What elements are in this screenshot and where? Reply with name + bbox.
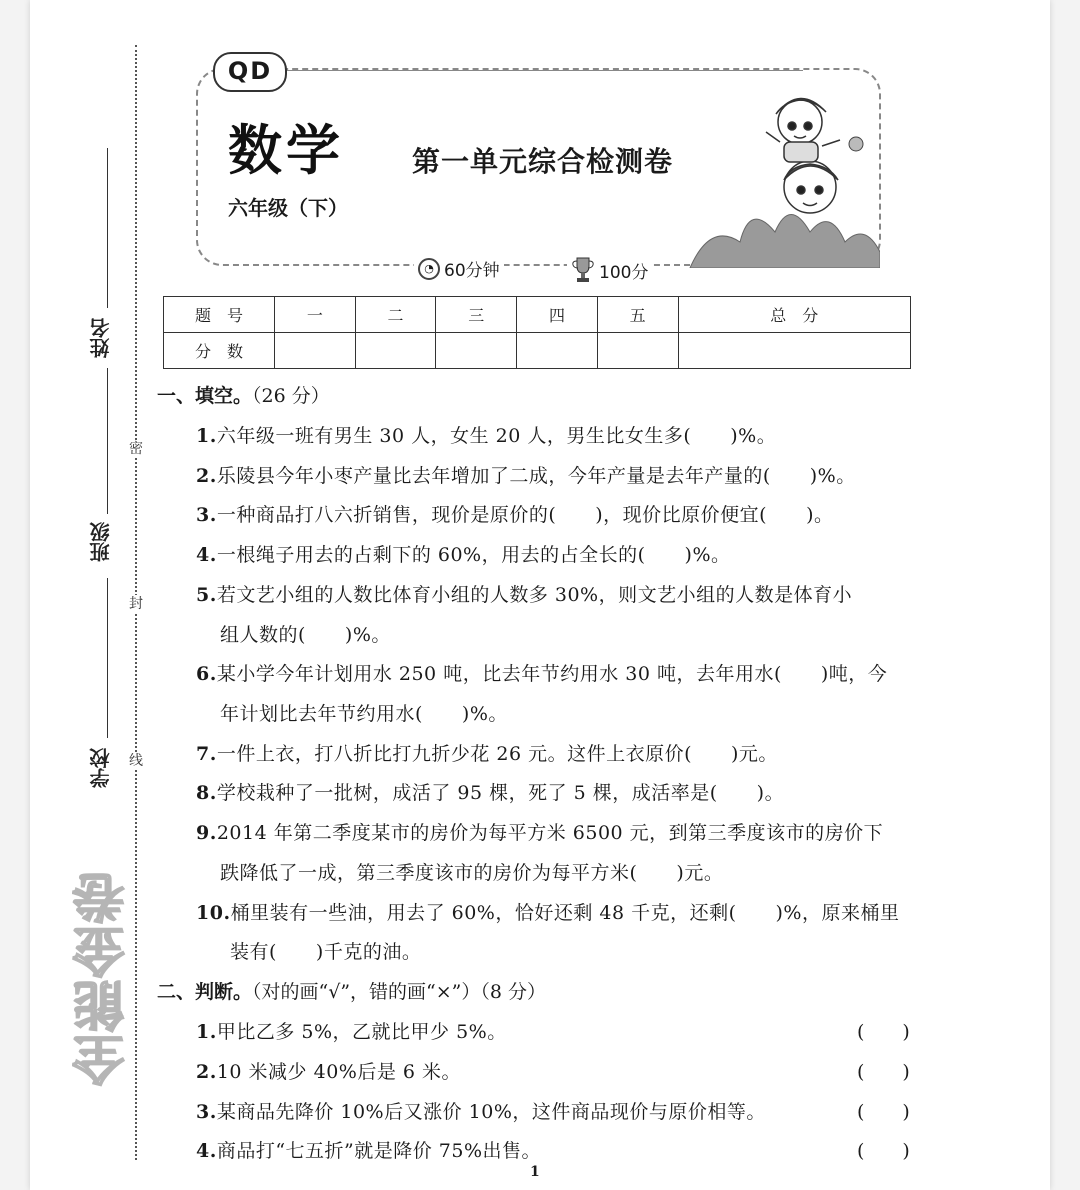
judgment-line: 4.商品打“七五折”就是降价 75%出售。 (196, 1140, 542, 1162)
score-table-score-row (164, 333, 911, 369)
score-value: 100分 (599, 262, 649, 283)
score-cell[interactable] (275, 333, 356, 369)
answer-blank[interactable]: ( ) (857, 1021, 910, 1043)
table-header-cell: 总 分 (678, 297, 910, 333)
name-label: 姓名 (89, 318, 113, 358)
table-header-cell: 二 (355, 297, 436, 333)
answer-blank[interactable]: ( ) (857, 1101, 910, 1123)
score-cell[interactable] (517, 333, 598, 369)
children-illustration (680, 82, 880, 268)
clock-runner-icon: ◔ (418, 258, 440, 280)
page-number: 1 (530, 1164, 540, 1180)
section2-instruction: （对的画“√”，错的画“×”）（8 分） (252, 981, 547, 1003)
question-line: 1.六年级一班有男生 30 人，女生 20 人，男生比女生多( )%。 (196, 425, 777, 447)
question-line: 2.乐陵县今年小枣产量比去年增加了二成，今年产量是去年产量的( )%。 (196, 465, 856, 487)
question-line: 跌降低了一成，第三季度该市的房价为每平方米( )元。 (220, 862, 724, 884)
table-header-cell: 一 (275, 297, 356, 333)
question-line: 8.学校栽种了一批树，成活了 95 棵，死了 5 棵，成活率是( )。 (196, 782, 785, 804)
qd-badge: QD (213, 52, 287, 92)
subject-title: 数学 (228, 119, 344, 182)
question-line: 6.某小学今年计划用水 250 吨，比去年节约用水 30 吨，去年用水( )吨，今 (196, 663, 888, 685)
seal-char-mi: 密 (129, 441, 143, 457)
question-line: 年计划比去年节约用水( )%。 (220, 703, 508, 725)
seal-char-xian: 线 (129, 753, 143, 769)
time-meta (414, 256, 504, 281)
score-cell[interactable] (678, 333, 910, 369)
answer-blank[interactable]: ( ) (857, 1061, 910, 1083)
trophy-icon (571, 256, 595, 284)
section2-heading (157, 977, 546, 1004)
question-line: 9.2014 年第二季度某市的房价为每平方米 6500 元，到第三季度该市的房价下 (196, 822, 884, 844)
question-line: 装有( )千克的油。 (230, 941, 422, 963)
question-line: 3.一种商品打八六折销售，现价是原价的( )，现价比原价便宜( )。 (196, 504, 834, 526)
seal-char-feng: 封 (129, 596, 143, 612)
answer-blank[interactable]: ( ) (857, 1140, 910, 1162)
score-table (163, 296, 911, 369)
question-line: 4.一根绳子用去的占剩下的 60%，用去的占全长的( )%。 (196, 544, 731, 566)
table-header-cell: 四 (517, 297, 598, 333)
score-cell[interactable] (597, 333, 678, 369)
school-label: 学校 (89, 748, 113, 788)
question-line: 10.桶里装有一些油，用去了 60%，恰好还剩 48 千克，还剩( )%，原来桶里 (196, 902, 900, 924)
class-label: 班级 (89, 522, 113, 562)
table-header-cell: 题 号 (164, 297, 275, 333)
name-line (107, 148, 108, 308)
class-line (107, 368, 108, 514)
watermark: 全能金卷 (74, 870, 134, 1086)
judgment-line: 2.10 米减少 40%后是 6 米。 (196, 1061, 461, 1083)
table-header-cell: 三 (436, 297, 517, 333)
question-line: 组人数的( )%。 (220, 624, 391, 646)
score-table-header-row (164, 297, 911, 333)
score-cell[interactable] (436, 333, 517, 369)
table-header-cell: 五 (597, 297, 678, 333)
section2-title: 二、判断。 (157, 981, 253, 1003)
school-line (107, 578, 108, 738)
exam-title: 第一单元综合检测卷 (412, 145, 674, 178)
time-value: 60分钟 (444, 261, 500, 281)
question-line: 5.若文艺小组的人数比体育小组的人数多 30%，则文艺小组的人数是体育小 (196, 584, 853, 606)
header-rule (283, 70, 803, 71)
section1-heading (157, 381, 330, 408)
score-meta (567, 256, 652, 284)
score-cell[interactable] (355, 333, 436, 369)
judgment-line: 1.甲比乙多 5%，乙就比甲少 5%。 (196, 1021, 507, 1043)
grade-label: 六年级（下） (228, 196, 348, 220)
judgment-line: 3.某商品先降价 10%后又涨价 10%，这件商品现价与原价相等。 (196, 1101, 766, 1123)
section1-points: （26 分） (252, 385, 330, 407)
table-row-label: 分 数 (164, 333, 275, 369)
section1-title: 一、填空。 (157, 385, 253, 407)
question-line: 7.一件上衣，打八折比打九折少花 26 元。这件上衣原价( )元。 (196, 743, 778, 765)
